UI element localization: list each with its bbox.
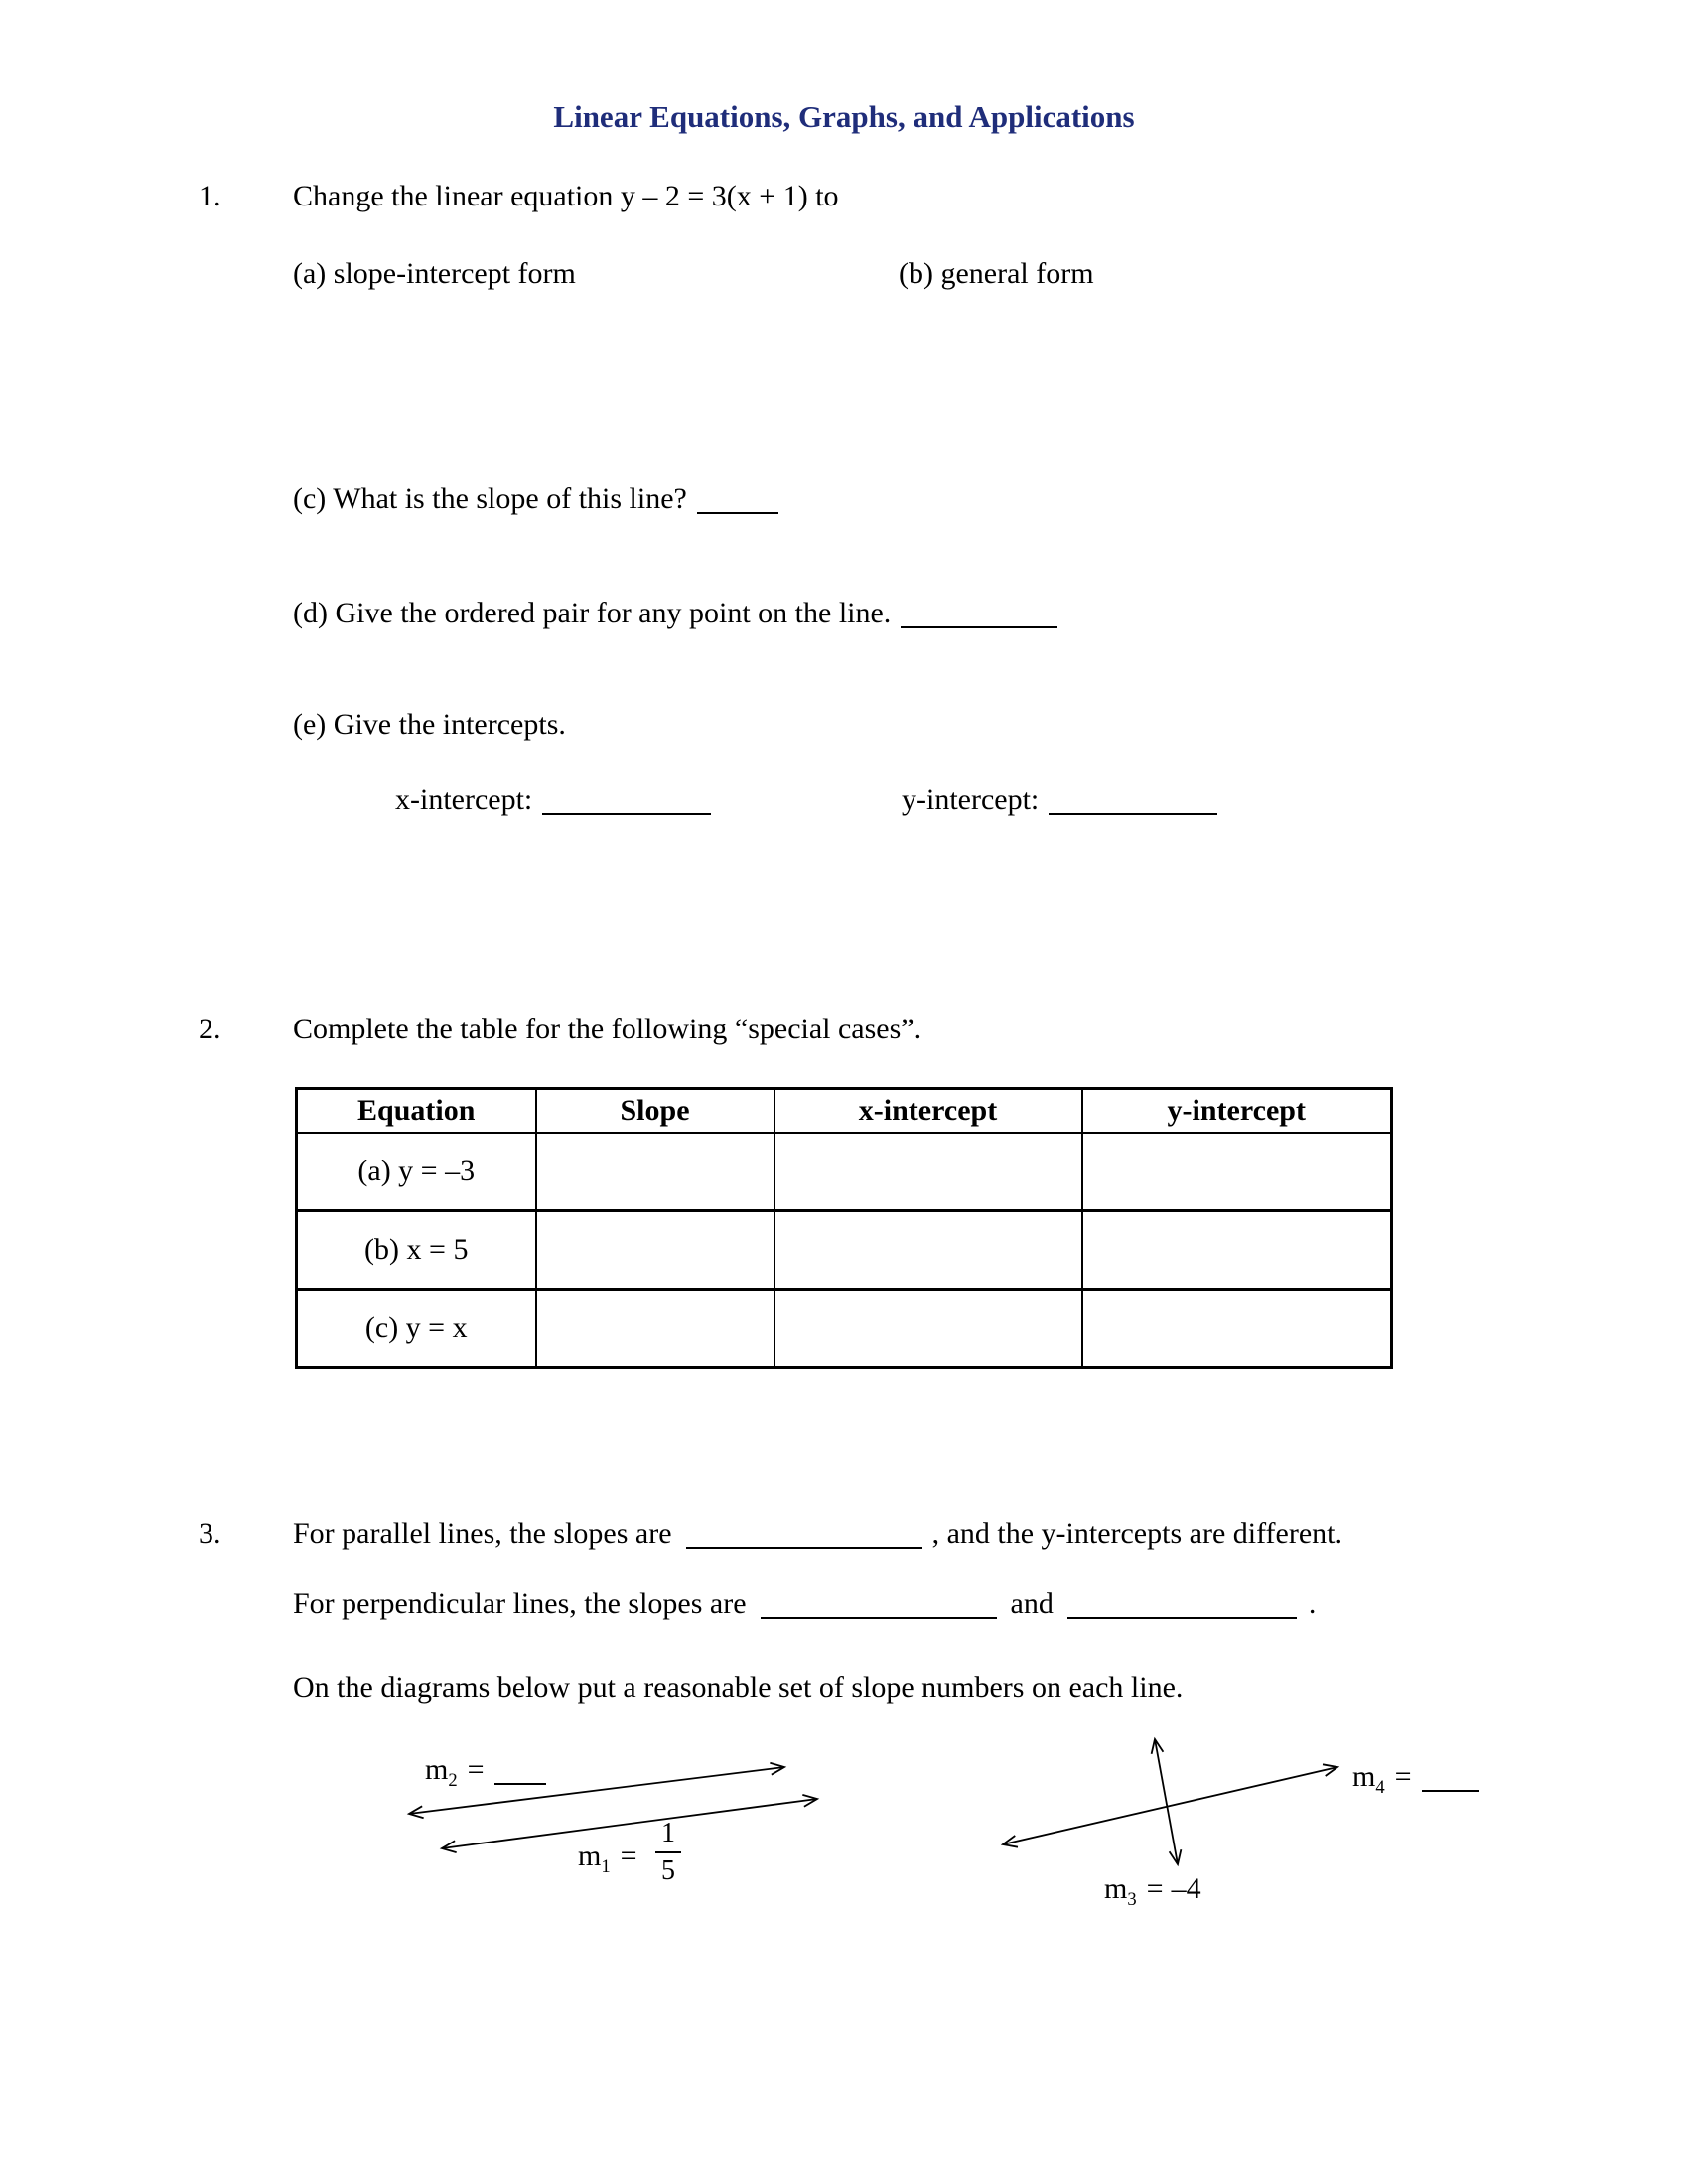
table-row	[297, 1133, 1392, 1211]
q3-perpendicular-mid: and	[1010, 1587, 1054, 1620]
m4-label	[1352, 1759, 1479, 1806]
table-header-y-intercept: y-intercept	[1082, 1089, 1392, 1134]
m3-label	[1104, 1871, 1201, 1918]
table-header-row	[297, 1089, 1392, 1134]
page-title: Linear Equations, Graphs, and Applications	[553, 99, 1135, 134]
q1-part-c-blank	[697, 512, 778, 514]
m4-base: m	[1352, 1760, 1376, 1793]
table-cell-y-intercept-c	[1082, 1290, 1392, 1368]
q1-prompt: Change the linear equation y – 2 = 3(x + 1) to	[293, 180, 839, 212]
m2-equals: =	[467, 1753, 485, 1786]
m2-blank	[494, 1783, 546, 1785]
q1-part-c-text: (c) What is the slope of this line?	[293, 482, 687, 515]
q2-prompt: Complete the table for the following “special cases”.	[293, 1013, 922, 1045]
m1-equals: =	[620, 1840, 637, 1872]
q1-part-d-text: (d) Give the ordered pair for any point on the line.	[293, 597, 892, 629]
q1-part-b: (b) general form	[899, 257, 1094, 290]
q3-diagrams-instruction: On the diagrams below put a reasonable set of slope numbers on each line.	[293, 1671, 1184, 1704]
m1-fraction-numerator: 1	[655, 1820, 681, 1853]
special-cases-table	[295, 1087, 1393, 1369]
m4-equals: =	[1394, 1760, 1412, 1793]
m2-subscript: 2	[448, 1770, 458, 1791]
table-cell-equation-b: (b) x = 5	[297, 1211, 536, 1290]
q1-x-intercept-label: x-intercept:	[395, 783, 533, 816]
q1-number: 1.	[199, 180, 221, 212]
m2-label	[425, 1752, 546, 1799]
m4-subscript: 4	[1375, 1777, 1385, 1798]
perpendicular-lines-diagram	[988, 1727, 1455, 1906]
m1-subscript: 1	[601, 1856, 611, 1877]
q3-perpendicular-blank-1	[761, 1617, 997, 1619]
m1-base: m	[578, 1840, 602, 1872]
m1-fraction-denominator: 5	[661, 1855, 675, 1886]
q1-part-d	[293, 596, 1057, 631]
table-row	[297, 1211, 1392, 1290]
table-cell-equation-c: (c) y = x	[297, 1290, 536, 1368]
m3-subscript: 3	[1127, 1889, 1137, 1910]
q1-part-e: (e) Give the intercepts.	[293, 708, 566, 741]
table-cell-y-intercept-a	[1082, 1133, 1392, 1211]
q3-number: 3.	[199, 1517, 221, 1550]
q3-parallel-blank	[686, 1547, 922, 1549]
m3-equals: =	[1146, 1872, 1164, 1905]
table-cell-x-intercept-c	[774, 1290, 1082, 1368]
perpendicular-line-m3	[1155, 1739, 1178, 1864]
q1-part-d-blank	[901, 626, 1057, 628]
q3-parallel-pre: For parallel lines, the slopes are	[293, 1517, 672, 1550]
table-cell-slope-c	[536, 1290, 774, 1368]
q1-part-a: (a) slope-intercept form	[293, 257, 576, 290]
q3-perpendicular-pre: For perpendicular lines, the slopes are	[293, 1587, 747, 1620]
table-cell-y-intercept-b	[1082, 1211, 1392, 1290]
table-cell-equation-a: (a) y = –3	[297, 1133, 536, 1211]
m3-value: –4	[1171, 1872, 1201, 1905]
q1-y-intercept-blank	[1049, 813, 1217, 815]
q3-perpendicular-line	[293, 1586, 1316, 1622]
q2-number: 2.	[199, 1013, 221, 1045]
q1-x-intercept	[395, 782, 711, 818]
q1-x-intercept-blank	[542, 813, 711, 815]
table-cell-x-intercept-a	[774, 1133, 1082, 1211]
m1-value-fraction	[655, 1820, 681, 1885]
m1-label	[578, 1839, 637, 1885]
q3-parallel-line	[293, 1516, 1342, 1552]
q1-y-intercept	[902, 782, 1217, 818]
q1-y-intercept-label: y-intercept:	[902, 783, 1040, 816]
table-header-equation: Equation	[297, 1089, 536, 1134]
table-header-x-intercept: x-intercept	[774, 1089, 1082, 1134]
table-cell-x-intercept-b	[774, 1211, 1082, 1290]
m3-base: m	[1104, 1872, 1128, 1905]
table-row	[297, 1290, 1392, 1368]
q3-perpendicular-blank-2	[1067, 1617, 1297, 1619]
m2-base: m	[425, 1753, 449, 1786]
m4-blank	[1422, 1790, 1479, 1792]
q1-part-c	[293, 481, 778, 517]
table-cell-slope-b	[536, 1211, 774, 1290]
q3-perpendicular-post: .	[1308, 1587, 1317, 1620]
table-header-slope: Slope	[536, 1089, 774, 1134]
table-cell-slope-a	[536, 1133, 774, 1211]
perpendicular-line-m4	[1003, 1767, 1337, 1844]
q3-parallel-post: , and the y-intercepts are different.	[931, 1517, 1342, 1550]
